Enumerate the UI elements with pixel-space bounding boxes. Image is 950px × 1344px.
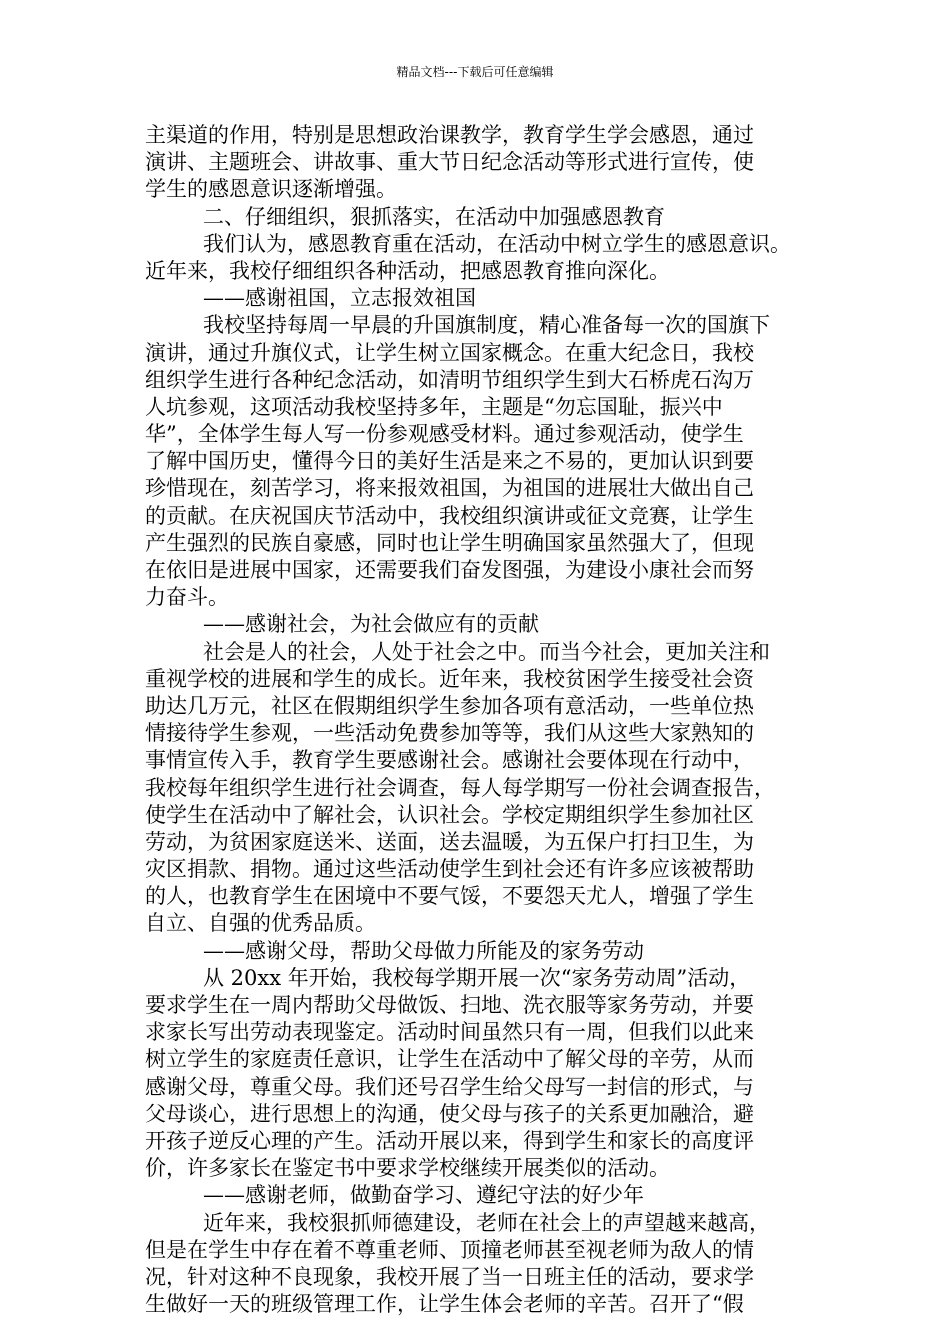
text-line: 演讲、主题班会、讲故事、重大节日纪念活动等形式进行宣传，使 [145,150,754,175]
text-line: 二、仔细组织，狠抓落实，在活动中加强感恩教育 [203,204,665,229]
text-line: 重视学校的进展和学生的成长。近年来，我校贫困学生接受社会资 [145,666,754,691]
text-line: 演讲，通过升旗仪式，让学生树立国家概念。在重大纪念日，我校 [145,340,754,365]
text-line: 我们认为，感恩教育重在活动，在活动中树立学生的感恩意识。 [203,231,791,256]
text-line: 学生的感恩意识逐渐增强。 [145,177,397,202]
text-line: 生做好一天的班级管理工作，让学生体会老师的辛苦。召开了“假 [145,1292,744,1317]
text-line: 灾区捐款、捐物。通过这些活动使学生到社会还有许多应该被帮助 [145,857,754,882]
text-line: 父母谈心，进行思想上的沟通，使父母与孩子的关系更加融洽，避 [145,1101,754,1126]
text-line: 树立学生的家庭责任意识，让学生在活动中了解父母的辛劳，从而 [145,1047,754,1072]
text-line: 人坑参观，这项活动我校坚持多年，主题是“勿忘国耻，振兴中 [145,394,723,419]
text-line: 要求学生在一周内帮助父母做饭、扫地、洗衣服等家务劳动，并要 [145,993,754,1017]
text-line: 在依旧是进展中国家，还需要我们奋发图强，为建设小康社会而努 [145,558,754,582]
text-line: 但是在学生中存在着不尊重老师、顶撞老师甚至视老师为敌人的情 [145,1237,754,1262]
text-line: 我校坚持每周一早晨的升国旗制度，精心准备每一次的国旗下 [203,313,770,338]
text-line: 从 20xx 年开始，我校每学期开展一次“家务劳动周”活动， [203,965,751,990]
text-line: 情接待学生参观，一些活动免费参加等等，我们从这些大家熟知的 [145,721,754,746]
text-line: 了解中国历史，懂得今日的美好生活是来之不易的，更加认识到要 [145,449,754,474]
text-line: 助达几万元，社区在假期组织学生参加各项有意活动，一些单位热 [145,693,754,718]
text-line: ——感谢老师，做勤奋学习、遵纪守法的好少年 [203,1183,644,1208]
text-line: 近年来，我校狠抓师德建设，老师在社会上的声望越来越高， [203,1210,770,1235]
text-line: 力奋斗。 [145,585,229,610]
text-line: 产生强烈的民族自豪感，同时也让学生明确国家虽然强大了，但现 [145,530,754,555]
text-line: 主渠道的作用，特别是思想政治课教学，教育学生学会感恩，通过 [145,123,754,147]
text-line: ——感谢父母，帮助父母做力所能及的家务劳动 [203,938,644,963]
text-line: ——感谢祖国，立志报效祖国 [203,286,476,311]
text-line: 社会是人的社会，人处于社会之中。而当今社会，更加关注和 [203,639,770,664]
text-line: 近年来，我校仔细组织各种活动，把感恩教育推向深化。 [145,258,670,283]
text-line: 使学生在活动中了解社会，认识社会。学校定期组织学生参加社区 [145,802,754,827]
text-line: 我校每年组织学生进行社会调查，每人每学期写一份社会调查报告， [145,775,775,800]
text-line: 价，许多家长在鉴定书中要求学校继续开展类似的活动。 [145,1156,670,1181]
text-line: 劳动，为贫困家庭送米、送面，送去温暖，为五保户打扫卫生，为 [145,829,754,854]
text-line: ——感谢社会，为社会做应有的贡献 [203,612,539,637]
text-line: 感谢父母，尊重父母。我们还号召学生给父母写一封信的形式，与 [145,1074,754,1099]
text-line: 华”，全体学生每人写一份参观感受材料。通过参观活动，使学生 [145,422,744,447]
text-line: 组织学生进行各种纪念活动，如清明节组织学生到大石桥虎石沟万 [145,367,754,392]
text-line: 事情宣传入手，教育学生要感谢社会。感谢社会要体现在行动中， [145,748,754,773]
page-header: 精品文档---下载后可任意编辑 [396,65,554,79]
text-line: 况，针对这种不良现象，我校开展了当一日班主任的活动，要求学 [145,1264,754,1289]
text-line: 开孩子逆反心理的产生。活动开展以来，得到学生和家长的高度评 [145,1128,754,1153]
text-line: 自立、自强的优秀品质。 [145,911,376,936]
document-body [145,122,813,1318]
text-line: 求家长写出劳动表现鉴定。活动时间虽然只有一周，但我们以此来 [145,1020,754,1045]
text-line: 的贡献。在庆祝国庆节活动中，我校组织演讲或征文竞赛，让学生 [145,503,754,528]
text-line: 的人，也教育学生在困境中不要气馁，不要怨天尤人，增强了学生 [145,884,754,909]
text-line: 珍惜现在，刻苦学习，将来报效祖国，为祖国的进展壮大做出自己 [145,476,754,501]
